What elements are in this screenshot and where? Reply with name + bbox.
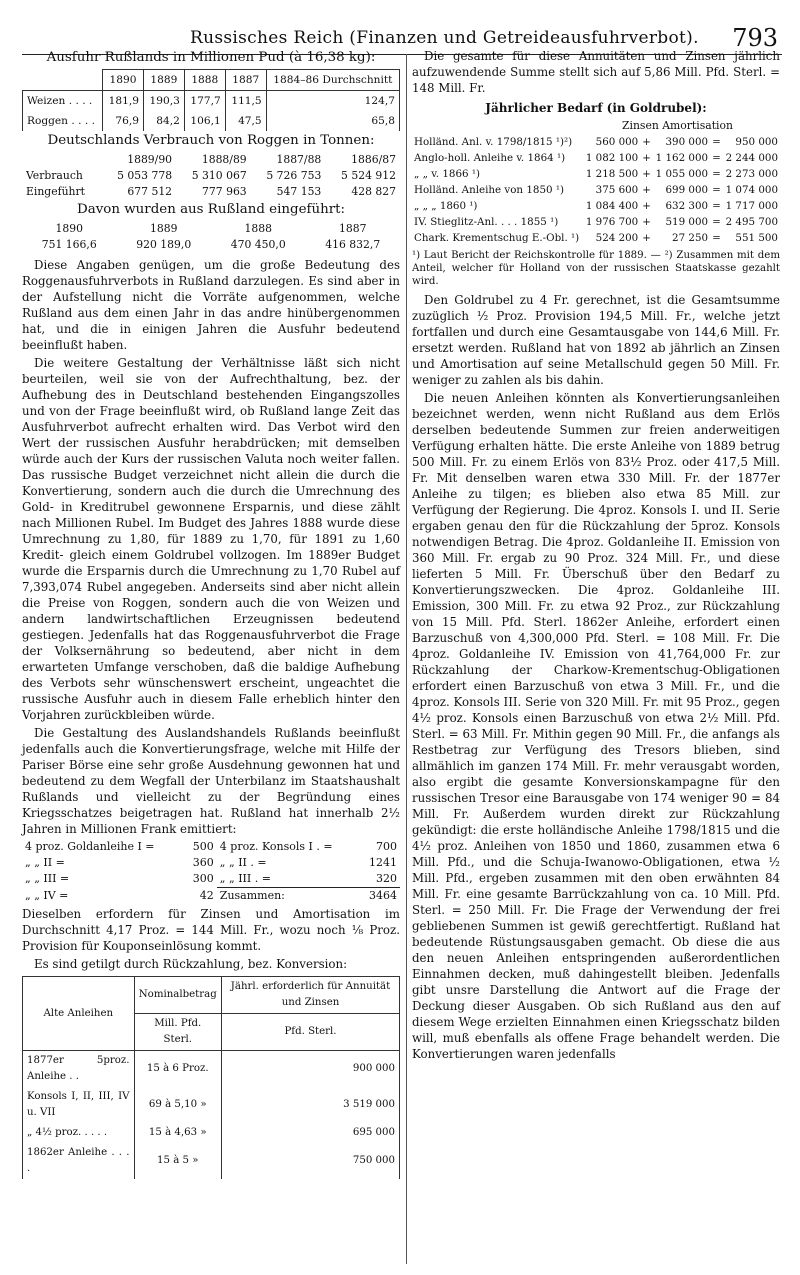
paragraph: Die gesamte für diese Annuitäten und Zinsen jährlich aufzuwendende Summe stellt sich auf 5,86 Mill. Pfd. Sterl. = 148 Mill. Fr. [412,49,780,95]
table-row [412,230,780,246]
cell: 190,3 [143,91,184,112]
sum: 1 717 000 [725,200,778,212]
amortisation: 1 162 000 [655,152,709,164]
imported-year: 1890 [55,222,83,235]
total-value: 3464 [359,888,400,905]
equals: = [712,136,721,148]
sum: 1 074 000 [725,184,778,196]
cell: 5 053 778 [117,169,173,182]
loan-nominal: 15 à 4,63 » [134,1123,222,1143]
need-title: Jährlicher Bedarf (in Goldrubel): [485,101,707,115]
loan-value: 900 000 [222,1051,400,1088]
left-column [22,48,400,1179]
table-row [412,182,780,198]
label: 4 proz. Goldanleihe I = [25,840,155,853]
plus: + [642,168,651,180]
paragraph: Die Gestaltung des Auslandshandels Rußlands beeinflußt jedenfalls auch die Konvertierungsfrage, welche mit Hilfe der Pariser Börse eine sehr große Ausdehnung gewonnen hat und bedeutend zu dem Wegfall der Unterbilanz im Staatshaushalt Rußlands und vielleicht zu der Begründung eines Kriegsschatzes beigetragen hat. Rußland hat innerhalb 2½ Jahren in Millionen Frank emittiert: [22,726,400,836]
loan-name: 1877er 5proz. Anleihe . . [23,1051,135,1088]
amortisation: 1 055 000 [655,168,709,180]
paragraph: Den Goldrubel zu 4 Fr. gerechnet, ist die Gesamtsumme zuzüglich ½ Proz. Provision 194,5 Mill. Fr., welche jetzt fortfallen und durch eine Gesamtausgabe von 144,6 Mill. Fr. ersetzt werden. Rußland hat von 1892 ab jährlich an Zinsen und Amortisation auf seine Metallschuld gegen 50 Mill. Fr. weniger zu zahlen als bis dahin. [412,293,780,387]
table-row [412,134,780,150]
loan-name: 1862er Anleihe . . . . [23,1143,135,1179]
loan-label: „ „ „ 1860 ¹) [414,200,478,212]
loan-value: 750 000 [222,1143,400,1179]
row-label: Eingeführt [26,185,85,198]
cell: 5 310 067 [191,169,247,182]
loan-label: Holländ. Anl. v. 1798/1815 ¹)²) [414,136,573,148]
interest: 560 000 [595,136,639,148]
year-cell: 1889/90 [127,153,173,166]
loan-nominal: 69 à 5,10 » [134,1087,222,1123]
label: „ „ IV = [25,888,69,902]
row-label: Verbrauch [26,169,83,182]
cell: 5 524 912 [341,169,396,182]
export-col-average: 1884–86 Durchschnitt [266,70,399,91]
equals: = [712,152,721,164]
table-row [22,839,400,855]
cell: 547 153 [276,185,322,198]
equals: = [712,168,721,180]
imported-value: 920 189,0 [136,238,192,251]
export-col-1890: 1890 [103,70,144,91]
equals: = [712,184,721,196]
running-title: Russisches Reich (Finanzen und Getreideausfuhrverbot). [190,28,699,48]
export-col-1889: 1889 [143,70,184,91]
interest: 524 200 [595,232,639,244]
cell: 177,7 [184,91,225,112]
need-table [412,134,780,246]
interest: 1 084 400 [585,200,639,212]
table-row [412,214,780,230]
amortisation: 27 250 [672,232,709,244]
col-nominal: Nominalbetrag [134,977,222,1014]
loan-name: Konsols I, II, III, IV u. VII [23,1087,135,1123]
label: „ „ III . = [219,872,271,885]
imported-value: 470 450,0 [230,238,286,251]
interest: 375 600 [595,184,639,196]
export-col-1888: 1888 [184,70,225,91]
total-label: Zusammen: [217,888,359,905]
imported-grid [22,221,400,253]
amortisation: 390 000 [665,136,709,148]
plus: + [642,136,651,148]
value: 700 [376,840,397,853]
amortisation: 699 000 [665,184,709,196]
table-row [22,855,400,871]
paragraph: Es sind getilgt durch Rückzahlung, bez. Konversion: [34,957,348,971]
loan-nominal: 15 à 5 » [134,1143,222,1179]
table-row [23,111,400,131]
loan-label: Chark. Krementschug E.-Obl. ¹) [414,232,580,244]
cell: 124,7 [266,91,399,112]
export-col-1887: 1887 [225,70,266,91]
imported-value: 416 832,7 [325,238,381,251]
year-cell: 1888/89 [201,153,247,166]
loan-value: 3 519 000 [222,1087,400,1123]
right-column [412,48,780,1064]
label: „ „ II = [25,856,65,869]
value: 500 [192,840,214,853]
year-cell: 1886/87 [351,153,396,166]
empty-cell [22,152,101,168]
table-row [22,168,400,184]
table-row [412,166,780,182]
value: 320 [376,872,397,885]
loan-label: Holländ. Anleihe von 1850 ¹) [414,184,564,196]
imported-title: Davon wurden aus Rußland eingeführt: [76,202,346,217]
value: 42 [199,888,214,902]
cell: 65,8 [266,111,399,131]
sum: 950 000 [735,136,778,148]
equals: = [712,232,721,244]
paragraph: Die neuen Anleihen könnten als Konvertierungsanleihen bezeichnet werden, wenn nicht Rußland aus dem Erlös derselben bedeutende Summen zur freien anderweitigen Verfügung erhalten hätte. Die erste Anleihe von 1889 betrug 500 Mill. Fr. zu einem Erlös von 83½ Proz. oder 417,5 Mill. Fr. Mit denselben waren etwa 330 Mill. Fr. der 1877er Anleihe zu tilgen; es blieben also etwa 85 Mill. zur Verfügung der Regierung. Die 4proz. Konsols I. und II. Serie ergaben genau den für die Rückzahlung der 5proz. Konsols notwendigen Betrag. Die 4proz. Goldanleihe II. Emission von 360 Mill. Fr. ergab zu 90 Proz. 324 Mill. Fr., und diese lieferten 5 Mill. Fr. Überschuß über den Bedarf zu Konvertierungszwecken. Die 4proz. Goldanleihe III. Emission, 300 Mill. Fr. zu etwa 92 Proz., zur Rückzahlung von 15 Mill. Pfd. Sterl. 1862er Anleihe, erfordert einen Barzuschuß von 4,300,000 Pfd. Sterl. = 108 Mill. Fr. Die 4proz. Goldanleihe IV. Emission von 41,764,000 Fr. zur Rückzahlung der Charkow-Krementschug-Obligationen erfordert einen Barzuschuß von etwa 3 Mill. Fr., und die 4proz. Konsols III. Serie von 320 Mill. Fr. mit 95 Proz., gegen 4½ proz. Konsols einen Barzuschuß von etwa 2½ Mill. Pfd. Sterl. = 63 Mill. Fr. Mithin gegen 90 Mill. Fr., die anfangs als Restbetrag zur Verfügung des Tresors blieben, sind allmählich im ganzen 174 Mill. Fr. mehr verausgabt worden, also ergibt die gesamte Konversionskampagne für den russischen Tresor eine Barausgabe von 174 weniger 90 = 84 Mill. Fr. Außerdem wurden direkt zur Rückzahlung gekündigt: die erste holländische Anleihe 1798/1815 und die 4½ proz. Anleihen von 1850 und 1860, zusammen etwa 6 Mill. Pfd., und die Schuja-Iwanowo-Obligationen, etwa ½ Mill. Pfd., ergeben zusammen mit den oben erwähnten 84 Mill. Fr. eine gesamte Barrückzahlung von ca. 10 Mill. Pfd. Sterl. = 250 Mill. Fr. Die Frage der Verwendung der frei gebliebenen Summen ist gewiß gerechtfertigt. Rußland hat bedeutende Rüstungsausgaben gemacht. Ob diese die aus den neuen Anleihen entspringenden außerordentlichen Einnahmen decken, muß dahingestellt bleiben. Jedenfalls gibt unsre Darstellung die Antwort auf die Frage der Deckung dieser Ausgaben. Ob sich Rußland aus den auf diesem Wege erzielten Einnahmen einen Kriegsschatz bilden will, muß ebenfalls als offene Frage behandelt werden. Die Konvertierungen waren jedenfalls [412,391,780,1061]
paragraph: Diese Angaben genügen, um die große Bedeutung des Roggenausfuhrverbots in Rußland darzulegen. Es sind aber in der Aufstellung nicht die Vorräte aufgenommen, welche Rußland aus dem einen Jahr in das andre hinübergenommen hat, und die in einigen Jahren die Ausfuhr bedeutend beeinflußt haben. [22,258,400,352]
table-row [412,198,780,214]
imported-year: 1887 [339,222,367,235]
cell: 84,2 [143,111,184,131]
equals: = [712,200,721,212]
sum: 2 273 000 [725,168,778,180]
col-annual: Jährl. erforderlich für Annuität und Zinsen [222,977,400,1014]
table-row [412,150,780,166]
consumption-years-row [22,152,400,168]
plus: + [642,200,651,212]
plus: + [642,232,651,244]
cell: 76,9 [103,111,144,131]
label: „ „ III = [25,872,70,886]
cell: 106,1 [184,111,225,131]
table-row [23,1051,400,1088]
row-label: Weizen . . . . [23,91,103,112]
equals: = [712,216,721,228]
loan-label: Anglo-holl. Anleihe v. 1864 ¹) [414,152,566,164]
table-header [23,977,400,1014]
need-header: Zinsen Amortisation [622,119,733,132]
table-row [23,1123,400,1143]
label: „ „ II . = [219,856,267,869]
cell: 777 963 [202,185,247,198]
imported-year: 1889 [150,222,178,235]
plus: + [642,184,651,196]
old-loans-table [22,976,400,1179]
loan-label: IV. Stieglitz-Anl. . . . 1855 ¹) [414,216,559,228]
loan-nominal: 15 à 6 Proz. [134,1051,222,1088]
cell: 181,9 [103,91,144,112]
consumption-title: Deutschlands Verbrauch von Roggen in Tonnen: [47,133,375,148]
loan-label: „ „ v. 1866 ¹) [414,168,480,180]
row-label: Roggen . . . . [23,111,103,131]
value: 1241 [369,856,397,869]
loan-value: 695 000 [222,1123,400,1143]
paragraph: Die weitere Gestaltung der Verhältnisse läßt sich nicht beurteilen, weil sie von der Aufrechthaltung, bez. der Aufhebung des in Deutschland bestehenden Eingangszolles und von der Frage beeinflußt wird, ob Rußland lange Zeit das Ausfuhrverbot aufrecht erhalten wird. Das Verbot wird den Wert der russischen Ausfuhr herabdrücken; mit demselben würde auch der Kurs der russischen Valuta noch weiter fallen. Das russische Budget verzeichnet nicht allein die durch die Konvertierung, sondern auch die durch die Umrechnung des Gold- in Kreditrubel gewonnene Ersparnis, und diese zählt nach Millionen Rubel. Im Budget des Jahres 1888 wurde diese Umrechnung zu 1,80, für 1889 zu 1,70, für 1891 zu 1,60 Kredit- gleich einem Goldrubel vollzogen. Im 1889er Budget wurde die Ersparnis durch die Umrechnung zu 1,70 Rubel auf 7,393,074 Rubel angegeben. Anderseits sind aber nicht allein die Preise von Roggen, sondern auch die von Weizen und andern landwirtschaftlichen Erzeugnissen bedeutend gestiegen. Jedenfalls hat das Roggenausfuhrverbot die Frage der Volksernährung so bedeutend, aber nicht in dem erwarteten Umfange verschoben, daß die baldige Aufhebung des Verbots sehr wünschenswert erscheint, ungeachtet die russische Ausfuhr auch in diesem Falle erheblich hinter den Vorjahren zurückbleiben würde. [22,356,400,722]
amortisation: 519 000 [665,216,709,228]
gold-issue-table [22,839,400,904]
table-row [22,184,400,200]
interest: 1 976 700 [585,216,639,228]
col-annual-unit: Pfd. Sterl. [222,1014,400,1051]
col-nominal-unit: Mill. Pfd. Sterl. [134,1014,222,1051]
table-row [22,871,400,888]
table-row [23,1087,400,1123]
amortisation: 632 300 [665,200,709,212]
imported-year: 1888 [244,222,272,235]
cell: 428 827 [351,185,396,198]
col-old-loans: Alte Anleihen [23,977,135,1051]
paragraph: Dieselben erfordern für Zinsen und Amortisation im Durchschnitt 4,17 Proz. = 144 Mill. Fr., wozu noch ⅛ Proz. Provision für Kouponseinlösung kommt. [22,907,400,953]
sum: 2 244 000 [725,152,778,164]
loan-name: „ 4½ proz. . . . . [23,1123,135,1143]
consumption-table [22,152,400,200]
plus: + [642,216,651,228]
table-row [23,1143,400,1179]
cell: 47,5 [225,111,266,131]
label: 4 proz. Konsols I . = [219,840,333,853]
interest: 1 218 500 [585,168,639,180]
export-table-header [23,70,400,91]
imported-value: 751 166,6 [41,238,97,251]
sum: 551 500 [735,232,778,244]
page-number: 793 [732,24,778,52]
column-divider [406,54,407,1264]
export-title: Ausfuhr Rußlands in Millionen Pud (à 16,38 kg): [46,50,376,65]
footnote: ¹) Laut Bericht der Reichskontrolle für 1889. — ²) Zusammen mit dem Anteil, welcher für Holland von der russischen Staatskasse gezahlt wird. [412,250,780,287]
year-cell: 1887/88 [276,153,322,166]
value: 300 [192,872,214,886]
value: 360 [192,856,214,869]
sum: 2 495 700 [725,216,778,228]
table-row [22,888,400,905]
cell: 111,5 [225,91,266,112]
table-row [23,91,400,112]
interest: 1 082 100 [585,152,639,164]
cell: 677 512 [127,185,173,198]
plus: + [642,152,651,164]
export-table [22,69,400,131]
export-col-label [23,70,103,91]
cell: 5 726 753 [266,169,322,182]
